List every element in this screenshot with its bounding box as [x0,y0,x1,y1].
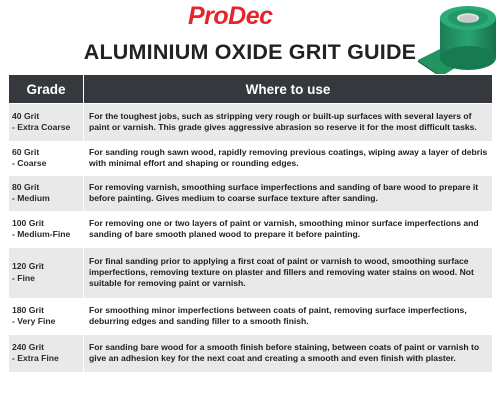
grade-grit: 80 Grit [12,181,40,192]
grade-cell [9,248,84,298]
grade-label: - Extra Fine [12,353,59,363]
where-to-use-cell: For the toughest jobs, such as stripping very rough or built-up surfaces with several layers of paint or varnish. This grade gives aggressive abrasion so reserve it for the most difficult tasks. [84,104,493,141]
table-header-row [9,75,493,104]
grade-cell [9,335,84,372]
grade-grit: 40 Grit [12,111,40,122]
prodec-logo: ProDec [188,2,273,30]
table-row [9,298,493,335]
where-to-use-cell: For final sanding prior to applying a first coat of paint or varnish to wood, smoothing surface imperfections, removing texture on plaster and fillers and removing water stains on wood. Not suitable for removing paint or varnish. [84,248,493,298]
grade-cell [9,141,84,176]
where-to-use-cell: For sanding rough sawn wood, rapidly removing previous coatings, wiping away a layer of debris with minimal effort and shaping or rounding edges. [84,141,493,176]
grade-label: - Medium [12,193,50,203]
where-to-use-cell: For removing varnish, smoothing surface imperfections and sanding of bare wood to prepare it before painting. Gives medium to coarse surface texture after sanding. [84,176,493,211]
where-to-use-cell: For removing one or two layers of paint or varnish, smoothing minor surface imperfections and sanding of bare smooth planed wood to prepare it before painting. [84,211,493,248]
grade-label: - Very Fine [12,316,56,326]
grade-label: - Coarse [12,158,47,168]
table-row [9,104,493,141]
grade-label: - Medium-Fine [12,229,71,239]
grit-guide-table [8,74,493,372]
table-row [9,335,493,372]
page-title: ALUMINIUM OXIDE GRIT GUIDE [83,40,417,64]
grade-cell [9,211,84,248]
grade-grit: 120 Grit [12,261,45,272]
grade-label: - Fine [12,272,35,283]
grade-cell [9,298,84,335]
header-grade: Grade [9,75,84,104]
header-where-to-use: Where to use [84,75,493,104]
grade-grit: 240 Grit [12,341,45,352]
grade-cell [9,176,84,211]
table-row [9,211,493,248]
grade-grit: 60 Grit [12,146,40,157]
grade-cell [9,104,84,141]
sanding-roll-image [416,0,500,80]
grade-label: - Extra Coarse [12,122,71,133]
where-to-use-cell: For sanding bare wood for a smooth finish before staining, between coats of paint or varnish to give an adhesion key for the next coat and creating a smooth and even finish with plaster. [84,335,493,372]
grade-grit: 100 Grit [12,217,45,228]
grade-grit: 180 Grit [12,304,45,315]
where-to-use-cell: For smoothing minor imperfections between coats of paint, removing surface imperfections, deburring edges and sanding filler to a smooth finish. [84,298,493,335]
table-row [9,248,493,298]
table-row [9,141,493,176]
table-row [9,176,493,211]
